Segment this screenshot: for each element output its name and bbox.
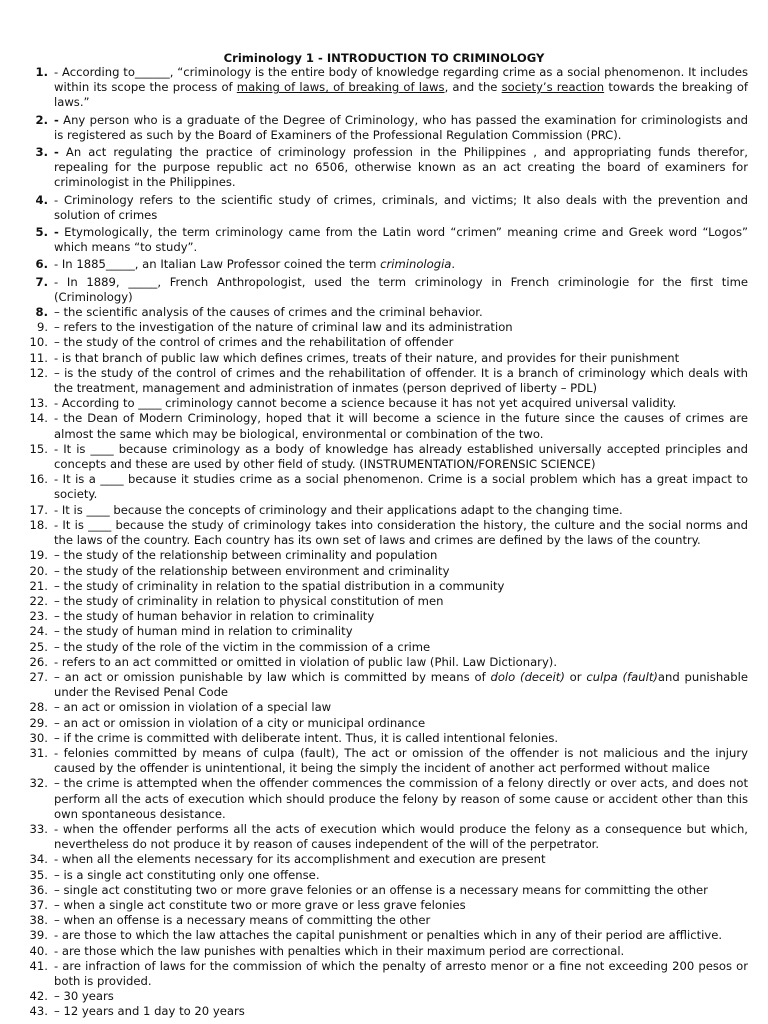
list-item [0,320,768,335]
item-number: 17. [29,502,48,517]
item-number: 3. [35,145,48,160]
page-title: Criminology 1 - INTRODUCTION TO CRIMINOLOGY [223,51,545,65]
item-number: 2. [35,112,48,127]
item-number: 1. [35,65,48,79]
item-text: - when all the elements necessary for its accomplishment and execution are present [54,852,546,867]
item-text: – an act or omission punishable by law which is committed by means of dolo (deceit) or culpa (fault)and punishable under the Revised Penal Code [54,669,748,700]
list-item [0,193,768,223]
list-item [0,655,768,670]
item-text: – an act or omission in violation of a special law [54,700,332,715]
list-item [0,472,768,502]
item-number: 16. [29,472,48,487]
item-text: – 30 years [54,989,114,1004]
list-item [0,883,768,898]
list-item [0,640,768,655]
question-list [0,65,768,1020]
item-number: 42. [29,989,48,1004]
item-number: 5. [35,225,48,240]
list-item [0,776,768,822]
item-number: 20. [29,563,48,578]
item-number: 21. [29,578,48,593]
item-number: 15. [29,441,48,456]
list-item [0,716,768,731]
item-number: 22. [29,593,48,608]
item-text: – the study of the relationship between environment and criminality [54,563,450,578]
item-text: - are those to which the law attaches the capital punishment or penalties which in any of their period are afflictive. [54,928,723,943]
list-item [0,65,768,111]
list-item [0,868,768,883]
item-text: - the Dean of Modern Criminology, hoped that it will become a science in the future since the causes of crimes are almost the same which may be biological, environmental or combination of the two. [54,411,748,441]
item-number: 4. [35,192,48,207]
list-item [0,898,768,913]
item-text: - It is ____ because criminology as a body of knowledge has already established universally accepted principles and concepts and these are used by other field of study. (INSTRUMENTATION/FORENSIC SCIENCE) [54,441,748,472]
item-text: - In 1885_____, an Italian Law Professor coined the term criminologia. [54,257,456,272]
list-item [0,518,768,548]
item-text: - are infraction of laws for the commission of which the penalty of arresto menor or a fine not exceeding 200 pesos or both is provided. [54,958,748,988]
list-item [0,335,768,350]
item-text: – when an offense is a necessary means of committing the other [54,913,431,928]
item-number: 14. [29,411,48,426]
item-text: – is the study of the control of crimes and the rehabilitation of offender. It is a branch of criminology which deals with the treatment, management and administration of inmates (person deprived of liberty – PDL) [54,365,748,396]
list-item [0,305,768,320]
item-text: – the crime is attempted when the offender commences the commission of a felony directly or over acts, and does not perform all the acts of execution which should produce the felony by reason of some cause or accident other than this own spontaneous desistance. [54,776,748,821]
item-number: 23. [29,609,48,624]
list-item [0,225,768,255]
item-number: 33. [29,821,48,836]
item-text: - According to ____ criminology cannot become a science because it has not yet acquired universal validity. [54,396,677,411]
item-text: – the study of the role of the victim in the commission of a crime [54,639,431,654]
item-text: – the study of the control of crimes and the rehabilitation of offender [54,335,454,350]
item-number: 13. [29,396,48,411]
list-item [0,852,768,867]
item-number: 41. [29,958,48,973]
list-item [0,670,768,700]
list-item [0,113,768,143]
item-number: 38. [29,913,48,928]
item-text: - According to______, “criminology is the entire body of knowledge regarding crime as a social phenomenon. It includes within its scope the process of making of laws, of breaking of laws, and the society’s reaction towards the breaking of laws.” [54,65,748,110]
item-text: – the study of the relationship between criminality and population [54,548,438,563]
list-item [0,1004,768,1019]
list-item [0,822,768,852]
item-number: 6. [35,257,48,272]
list-item [0,564,768,579]
item-number: 29. [29,715,48,730]
list-item [0,396,768,411]
item-text: - It is a ____ because it studies crime as a social phenomenon. Crime is a social problem which has a great impact to society. [54,472,748,502]
item-number: 34. [29,852,48,867]
item-text: - Any person who is a graduate of the Degree of Criminology, who has passed the examination for criminologists and is registered as such by the Board of Examiners of the Professional Regulation Commission (PRC). [54,112,748,142]
item-text: – the study of criminality in relation to physical constitution of men [54,593,444,608]
item-number: 19. [29,548,48,563]
item-text: - Criminology refers to the scientific study of crimes, criminals, and victims; It also deals with the prevention and solution of crimes [54,192,748,222]
item-text: - is that branch of public law which defines crimes, treats of their nature, and provides for their punishment [54,350,680,365]
list-item [0,411,768,441]
item-number: 26. [29,654,48,669]
list-item [0,746,768,776]
list-item [0,579,768,594]
list-item [0,442,768,472]
list-item [0,989,768,1004]
item-text: – is a single act constituting only one offense. [54,867,320,882]
item-text: – if the crime is committed with deliberate intent. Thus, it is called intentional felonies. [54,730,559,745]
list-item [0,366,768,396]
item-number: 12. [29,365,48,380]
item-number: 8. [35,305,48,320]
item-number: 37. [29,897,48,912]
item-number: 18. [29,517,48,532]
item-number: 40. [29,943,48,958]
item-number: 7. [35,274,48,289]
item-text: – when a single act constitute two or more grave or less grave felonies [54,897,466,912]
item-number: 35. [29,867,48,882]
item-number: 28. [29,700,48,715]
item-number: 30. [29,730,48,745]
list-item [0,503,768,518]
list-item [0,624,768,639]
item-text: - Etymologically, the term criminology came from the Latin word “crimen” meaning crime and Greek word “Logos” which means “to study”. [54,225,748,255]
item-text: – the study of human mind in relation to criminality [54,624,353,639]
list-item [0,257,768,272]
item-text: - It is ____ because the study of criminology takes into consideration the history, the culture and the social norms and the laws of the country. Each country has its own set of laws and crimes are defined by the laws of the country. [54,517,748,548]
item-text: - felonies committed by means of culpa (fault), The act or omission of the offender is not malicious and the injury caused by the offender is unintentional, it being the simply the incident of another act performed without malice [54,745,748,776]
item-text: – the scientific analysis of the causes of crimes and the criminal behavior. [54,305,483,320]
item-text: - are those which the law punishes with penalties which in their maximum period are correctional. [54,943,625,958]
item-text: - An act regulating the practice of criminology profession in the Philippines , and appropriating funds therefor, repealing for the purpose republic act no 6506, otherwise known as an act creating the board of examiners for criminologist in the Philippines. [54,145,748,190]
item-number: 27. [29,669,48,684]
item-number: 36. [29,882,48,897]
item-text: – single act constituting two or more grave felonies or an offense is a necessary means for committing the other [54,882,708,897]
item-number: 43. [29,1004,48,1019]
item-number: 31. [29,745,48,760]
list-item [0,275,768,305]
list-item [0,594,768,609]
item-number: 11. [29,350,48,365]
item-number: 32. [29,776,48,791]
item-number: 9. [36,320,48,335]
item-text: - It is ____ because the concepts of criminology and their applications adapt to the changing time. [54,502,623,517]
list-item [0,959,768,989]
list-item [0,609,768,624]
list-item [0,731,768,746]
item-text: – the study of criminality in relation to the spatial distribution in a community [54,578,505,593]
list-item [0,928,768,943]
item-text: – 12 years and 1 day to 20 years [54,1004,245,1019]
item-text: – an act or omission in violation of a city or municipal ordinance [54,715,426,730]
item-number: 39. [29,928,48,943]
item-number: 24. [29,624,48,639]
item-text: - when the offender performs all the acts of execution which would produce the felony as a consequence but which, nevertheless do not produce it by reason of causes independent of the will of the perpetrator. [54,821,748,852]
item-number: 25. [29,639,48,654]
item-text: - refers to an act committed or omitted in violation of public law (Phil. Law Dictionary). [54,654,558,669]
list-item [0,351,768,366]
list-item [0,548,768,563]
list-item [0,913,768,928]
list-item [0,145,768,191]
item-text: – the study of human behavior in relation to criminality [54,609,375,624]
list-item [0,944,768,959]
item-number: 10. [29,335,48,350]
list-item [0,700,768,715]
item-text: - In 1889, _____, French Anthropologist, used the term criminology in French criminologie for the first time (Criminology) [54,274,748,304]
item-text: – refers to the investigation of the nature of criminal law and its administration [54,320,513,335]
